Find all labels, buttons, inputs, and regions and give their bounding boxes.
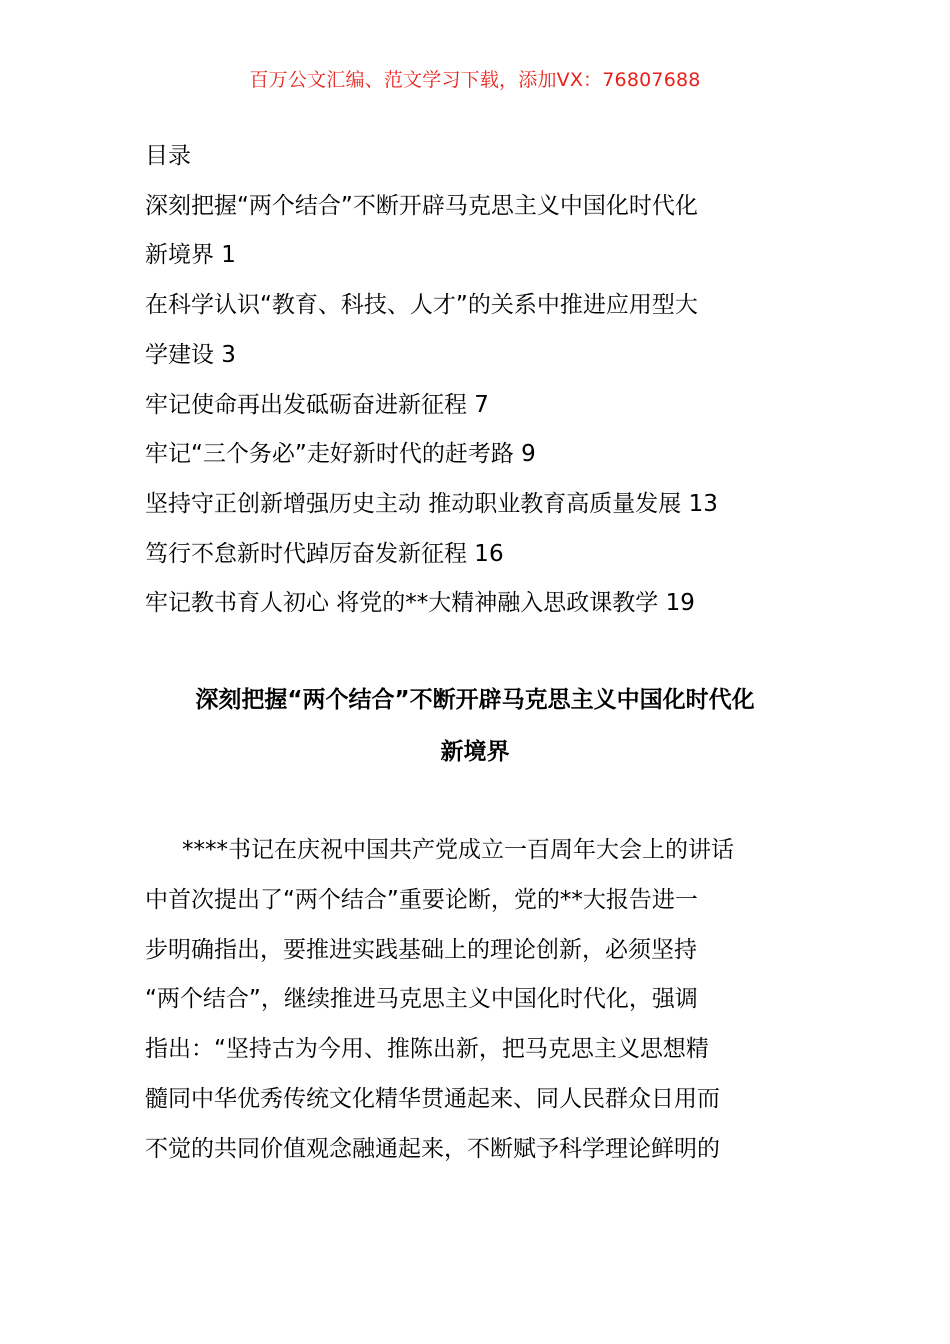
header-promo-note: 百万公文汇编、范文学习下载，添加VX：76807688 xyxy=(249,69,701,91)
toc-entry: 牢记教书育人初心 将党的**大精神融入思政课教学 19 xyxy=(145,590,695,617)
article-body xyxy=(145,826,805,1175)
body-line: ****书记在庆祝中国共产党成立一百周年大会上的讲话 xyxy=(182,837,734,863)
article-title-line: 新境界 xyxy=(440,739,510,765)
body-line: 步明确指出，要推进实践基础上的理论创新，必须坚持 xyxy=(145,936,697,963)
toc-entry: 笃行不怠新时代踔厉奋发新征程 16 xyxy=(145,540,504,567)
toc-entry: 学建设 3 xyxy=(145,341,236,368)
toc-entry: 牢记使命再出发砥砺奋进新征程 7 xyxy=(145,391,489,418)
toc-entry: 牢记“三个务必”走好新时代的赶考路 9 xyxy=(145,441,536,468)
toc-entry: 新境界 1 xyxy=(145,242,236,269)
toc-heading: 目录 xyxy=(145,143,191,169)
body-line: 不觉的共同价值观念融通起来，不断赋予科学理论鲜明的 xyxy=(145,1135,720,1162)
toc-entry: 在科学认识“教育、科技、人才”的关系中推进应用型大 xyxy=(145,292,698,319)
toc-entry: 坚持守正创新增强历史主动 推动职业教育高质量发展 13 xyxy=(145,490,718,517)
article-title xyxy=(140,674,810,778)
body-line: “两个结合”，继续推进马克思主义中国化时代化，强调 xyxy=(145,986,698,1013)
body-line: 髓同中华优秀传统文化精华贯通起来、同人民群众日用而 xyxy=(145,1085,720,1112)
table-of-contents xyxy=(145,132,805,629)
body-line: 指出：“坚持古为今用、推陈出新，把马克思主义思想精 xyxy=(145,1036,709,1063)
toc-entry: 深刻把握“两个结合”不断开辟马克思主义中国化时代化 xyxy=(145,192,698,219)
body-line: 中首次提出了“两个结合”重要论断，党的**大报告进一 xyxy=(145,886,698,913)
article-title-line: 深刻把握“两个结合”不断开辟马克思主义中国化时代化 xyxy=(195,687,755,713)
